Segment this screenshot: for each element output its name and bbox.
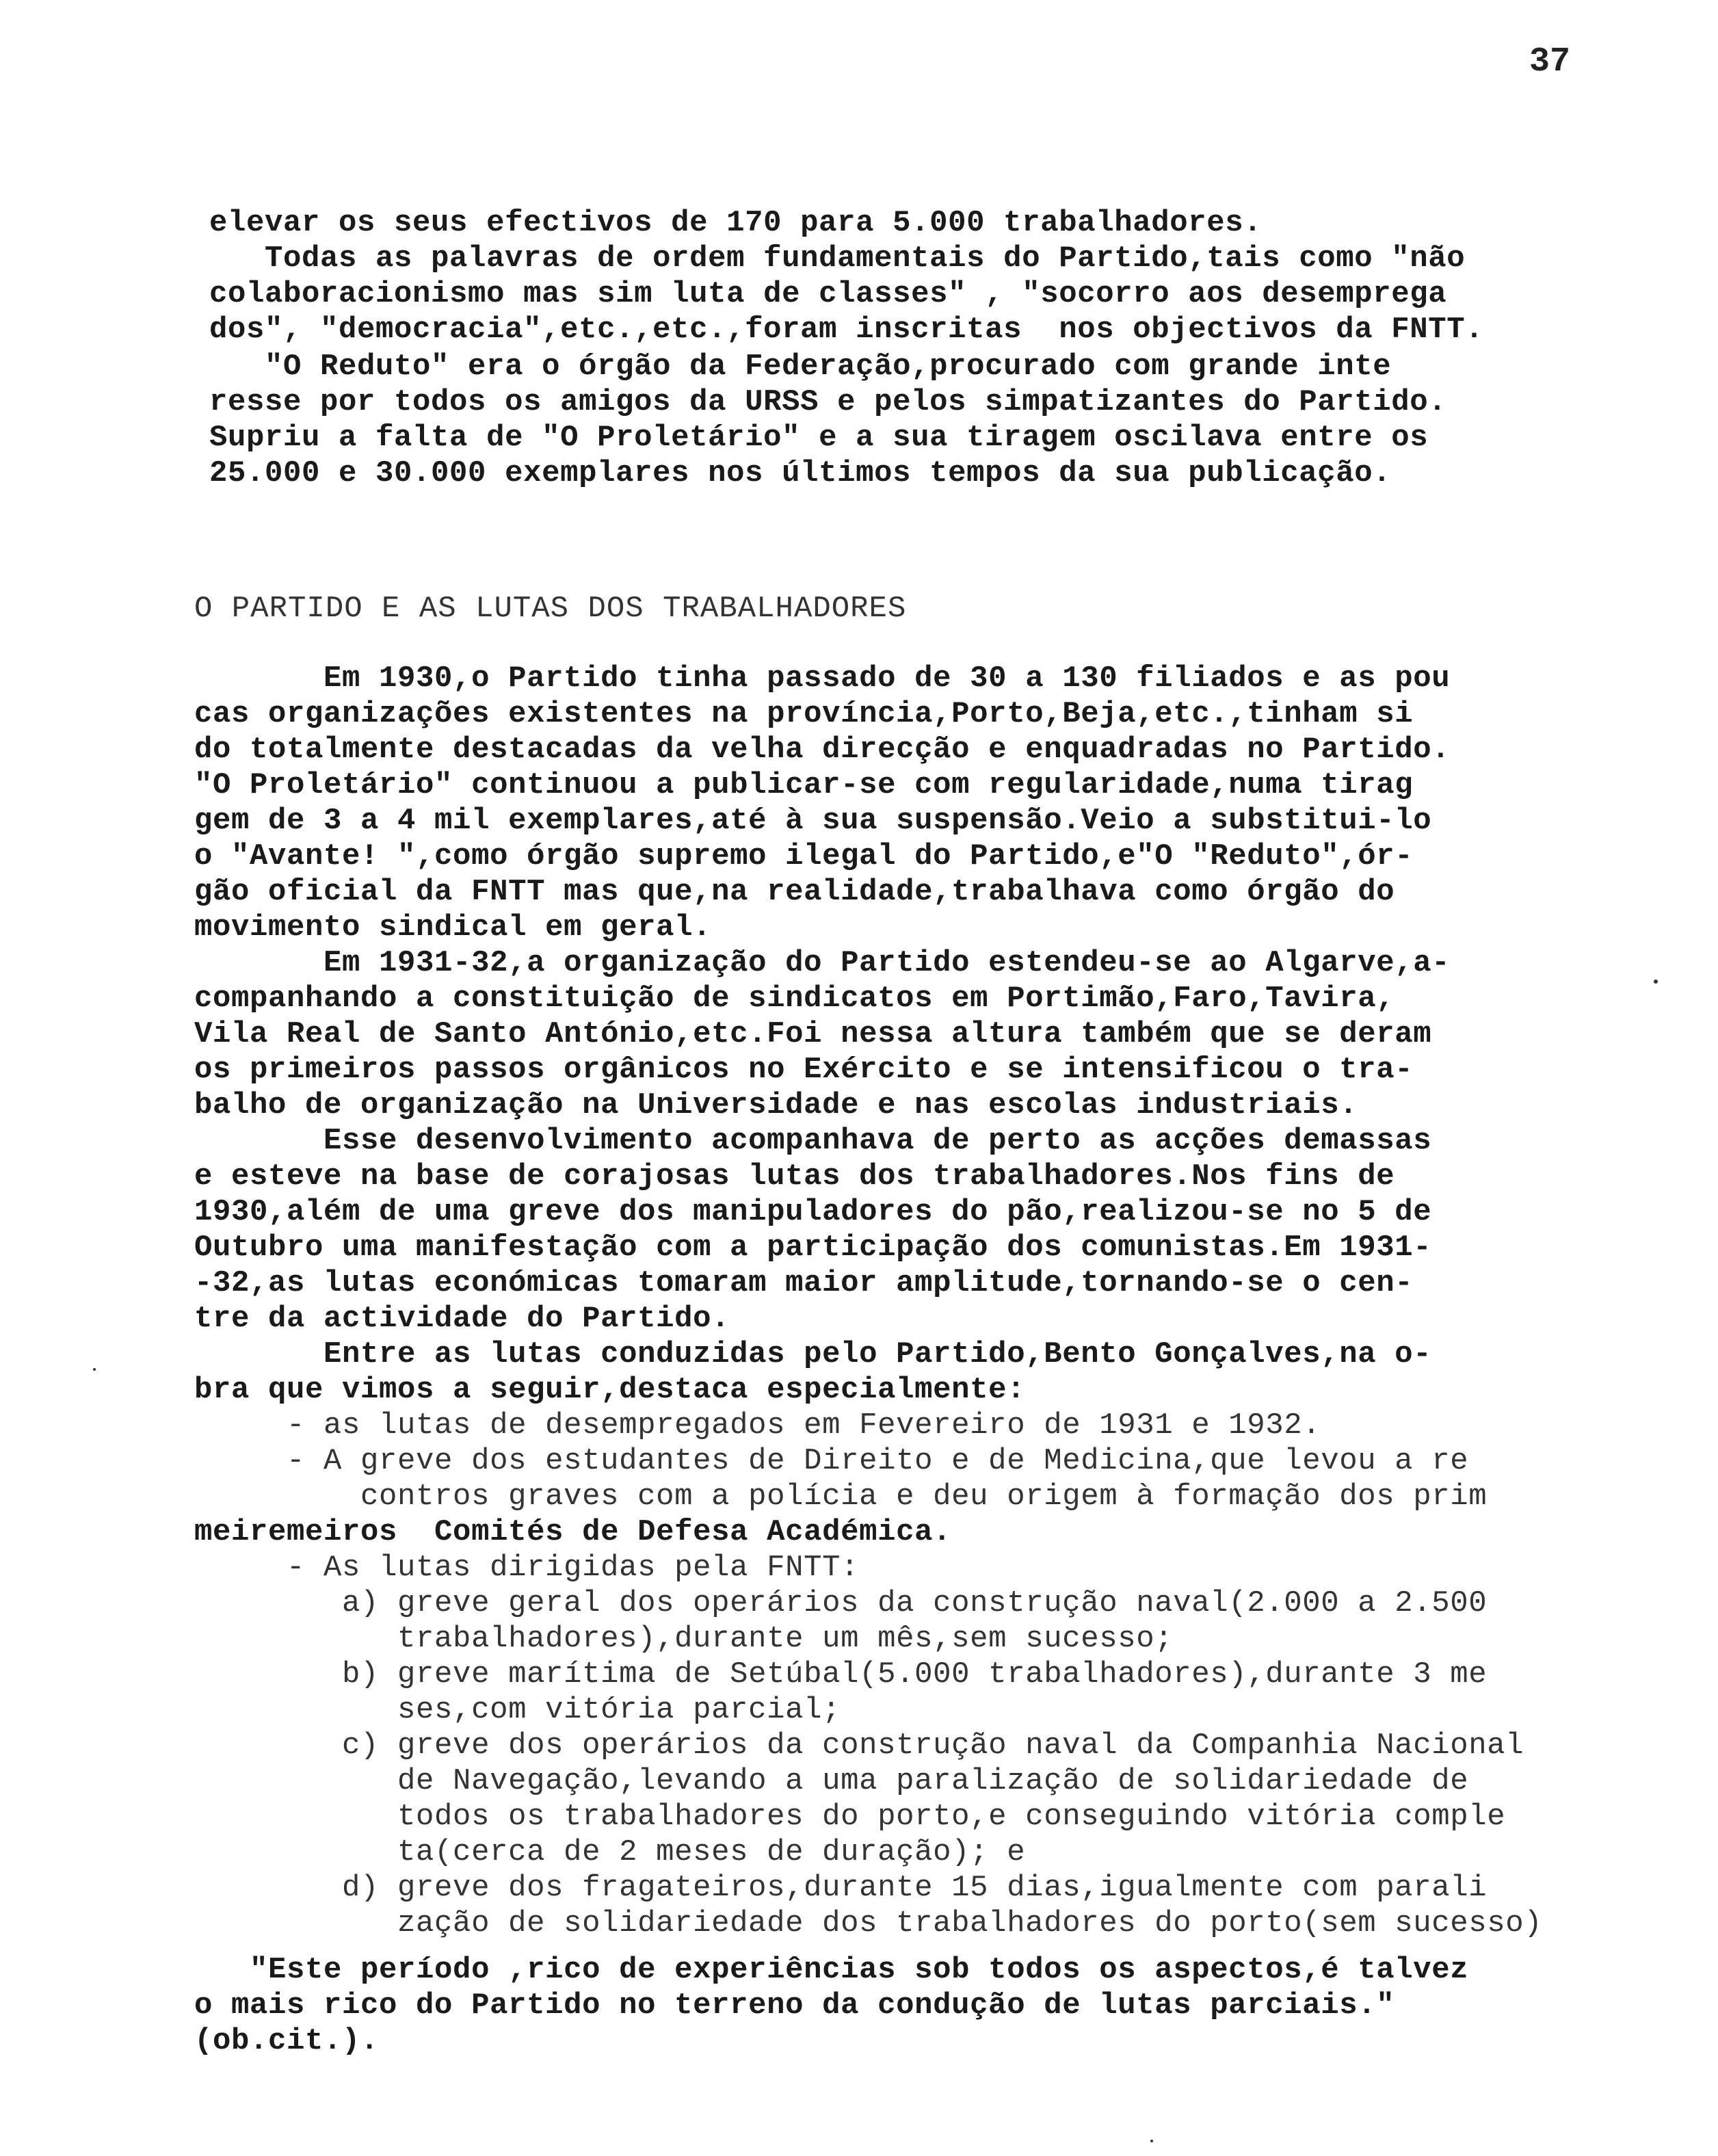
text-line: companhando a constituição de sindicatos em Portimão,Faro,Tavira,	[194, 982, 1395, 1016]
text-line: movimento sindical em geral.	[194, 910, 712, 945]
text-line: ses,com vitória parcial;	[194, 1693, 841, 1727]
text-line: (ob.cit.).	[194, 2024, 380, 2058]
text-line: c) greve dos operários da construção naval da Companhia Nacional	[194, 1728, 1524, 1763]
text-line: ta(cerca de 2 meses de duração); e	[194, 1835, 1026, 1869]
section-heading: O PARTIDO E AS LUTAS DOS TRABALHADORES	[194, 592, 907, 626]
text-line: dos", "democracia",etc.,etc.,foram inscritas nos objectivos da FNTT.	[209, 313, 1484, 347]
text-line: de Navegação,levando a uma paralização de solidariedade de	[194, 1764, 1469, 1798]
text-line: colaboracionismo mas sim luta de classes" , "socorro aos desemprega	[209, 277, 1447, 311]
text-line: - as lutas de desempregados em Fevereiro de 1931 e 1932.	[194, 1408, 1321, 1443]
text-line: - As lutas dirigidas pela FNTT:	[194, 1551, 860, 1585]
text-line: 25.000 e 30.000 exemplares nos últimos tempos da sua publicação.	[209, 456, 1392, 490]
text-line: e esteve na base de corajosas lutas dos trabalhadores.Nos fins de	[194, 1159, 1395, 1194]
text-line: todos os trabalhadores do porto,e conseguindo vitória comple	[194, 1800, 1506, 1834]
text-line: resse por todos os amigos da URSS e pelos simpatizantes do Partido.	[209, 385, 1447, 419]
text-line: Todas as palavras de ordem fundamentais do Partido,tais como "não	[209, 241, 1466, 276]
text-line: "Este período ,rico de experiências sob todos os aspectos,é talvez	[194, 1953, 1469, 1987]
scan-speck	[1654, 980, 1658, 984]
text-line: Em 1931-32,a organização do Partido estendeu-se ao Algarve,a-	[194, 946, 1451, 980]
text-line: bra que vimos a seguir,destaca especialmente:	[194, 1373, 1026, 1407]
text-line: 1930,além de uma greve dos manipuladores do pão,realizou-se no 5 de	[194, 1195, 1432, 1229]
text-line: a) greve geral dos operários da construção naval(2.000 a 2.500	[194, 1586, 1488, 1620]
text-line: -32,as lutas económicas tomaram maior amplitude,tornando-se o cen-	[194, 1266, 1414, 1300]
text-line: "O Reduto" era o órgão da Federação,procurado com grande inte	[209, 350, 1392, 384]
text-line: Esse desenvolvimento acompanhava de perto as acções demassas	[194, 1124, 1432, 1158]
page-number: 37	[1529, 42, 1571, 81]
text-line: trabalhadores),durante um mês,sem sucesso;	[194, 1622, 1174, 1656]
text-line: elevar os seus efectivos de 170 para 5.000 trabalhadores.	[209, 206, 1263, 240]
text-line: tre da actividade do Partido.	[194, 1302, 730, 1336]
text-line: zação de solidariedade dos trabalhadores do porto(sem sucesso)	[194, 1906, 1543, 1941]
text-line: Vila Real de Santo António,etc.Foi nessa altura também que se deram	[194, 1017, 1432, 1051]
text-line: Em 1930,o Partido tinha passado de 30 a 130 filiados e as pou	[194, 661, 1451, 696]
text-line: meiremeiros Comités de Defesa Académica.	[194, 1515, 952, 1549]
text-line: Outubro uma manifestação com a participação dos comunistas.Em 1931-	[194, 1231, 1432, 1265]
scan-speck	[1150, 2140, 1153, 2142]
text-line: o mais rico do Partido no terreno da condução de lutas parciais."	[194, 1988, 1395, 2023]
text-line: b) greve marítima de Setúbal(5.000 trabalhadores),durante 3 me	[194, 1657, 1488, 1692]
text-line: os primeiros passos orgânicos no Exército e se intensificou o tra-	[194, 1053, 1414, 1087]
scan-speck	[93, 1368, 96, 1371]
text-line: do totalmente destacadas da velha direcção e enquadradas no Partido.	[194, 733, 1451, 767]
text-line: balho de organização na Universidade e nas escolas industriais.	[194, 1088, 1358, 1122]
text-line: d) greve dos fragateiros,durante 15 dias,igualmente com parali	[194, 1871, 1488, 1905]
text-line: cas organizações existentes na província,Porto,Beja,etc.,tinham si	[194, 697, 1414, 731]
text-line: o "Avante! ",como órgão supremo ilegal do Partido,e"O "Reduto",ór-	[194, 839, 1414, 873]
text-line: gem de 3 a 4 mil exemplares,até à sua suspensão.Veio a substitui-lo	[194, 804, 1432, 838]
text-line: Entre as lutas conduzidas pelo Partido,Bento Gonçalves,na o-	[194, 1337, 1432, 1371]
text-line: "O Proletário" continuou a publicar-se com regularidade,numa tirag	[194, 768, 1414, 802]
text-line: gão oficial da FNTT mas que,na realidade,trabalhava como órgão do	[194, 875, 1395, 909]
text-line: - A greve dos estudantes de Direito e de Medicina,que levou a re	[194, 1444, 1469, 1478]
text-line: Supriu a falta de "O Proletário" e a sua tiragem oscilava entre os	[209, 421, 1429, 455]
text-line: contros graves com a polícia e deu origem à formação dos prim	[194, 1480, 1488, 1514]
